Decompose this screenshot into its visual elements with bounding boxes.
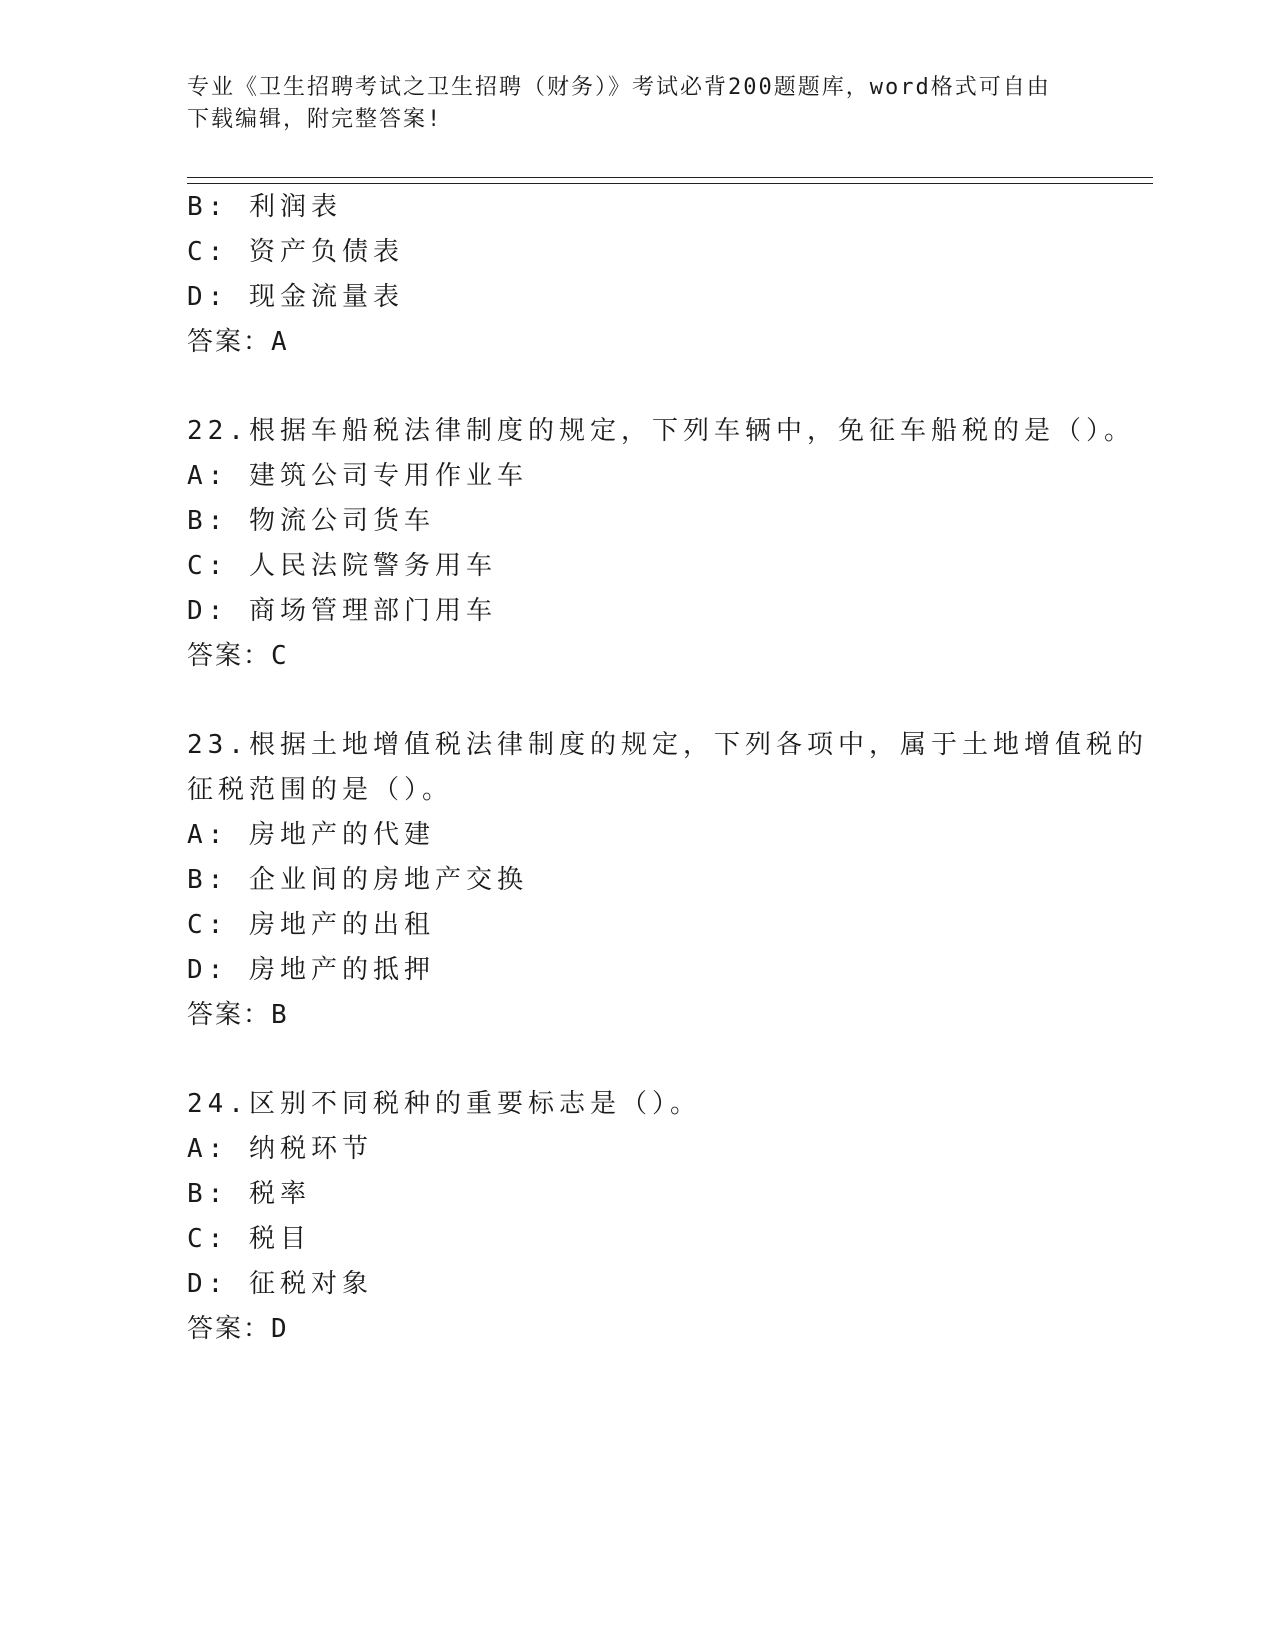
prev-question-answer: 答案：A — [187, 327, 289, 357]
question-23-option-a: A: 房地产的代建 — [187, 820, 435, 850]
header-divider-bottom — [187, 183, 1153, 184]
question-23-option-d: D: 房地产的抵押 — [187, 955, 435, 985]
question-24-option-d: D: 征税对象 — [187, 1269, 373, 1299]
question-23-option-b: B: 企业间的房地产交换 — [187, 865, 528, 895]
question-22-option-b: B: 物流公司货车 — [187, 506, 435, 536]
prev-question-option-c: C: 资产负债表 — [187, 237, 404, 267]
header-divider-top — [187, 177, 1153, 178]
question-22-stem: 22.根据车船税法律制度的规定，下列车辆中，免征车船税的是（）。 — [187, 416, 1135, 446]
question-22-answer: 答案：C — [187, 641, 289, 671]
question-24-answer: 答案：D — [187, 1314, 289, 1344]
question-22-option-a: A: 建筑公司专用作业车 — [187, 461, 528, 491]
question-24-option-c: C: 税目 — [187, 1224, 311, 1254]
question-24-option-a: A: 纳税环节 — [187, 1134, 373, 1164]
document-header: 专业《卫生招聘考试之卫生招聘（财务）》考试必背200题题库，word格式可自由下载编辑，附完整答案! — [187, 75, 1051, 132]
prev-question-option-b: B: 利润表 — [187, 192, 342, 222]
question-24-option-b: B: 税率 — [187, 1179, 311, 1209]
question-22-option-d: D: 商场管理部门用车 — [187, 596, 497, 626]
question-24-stem: 24.区别不同税种的重要标志是（）。 — [187, 1089, 701, 1119]
question-23-stem-line-1: 23.根据土地增值税法律制度的规定，下列各项中，属于土地增值税的 — [187, 730, 1148, 760]
question-23-option-c: C: 房地产的出租 — [187, 910, 435, 940]
prev-question-option-d: D: 现金流量表 — [187, 282, 404, 312]
question-23-stem-line-2: 征税范围的是（）。 — [187, 775, 454, 805]
question-22-option-c: C: 人民法院警务用车 — [187, 551, 497, 581]
question-23-answer: 答案：B — [187, 1000, 289, 1030]
